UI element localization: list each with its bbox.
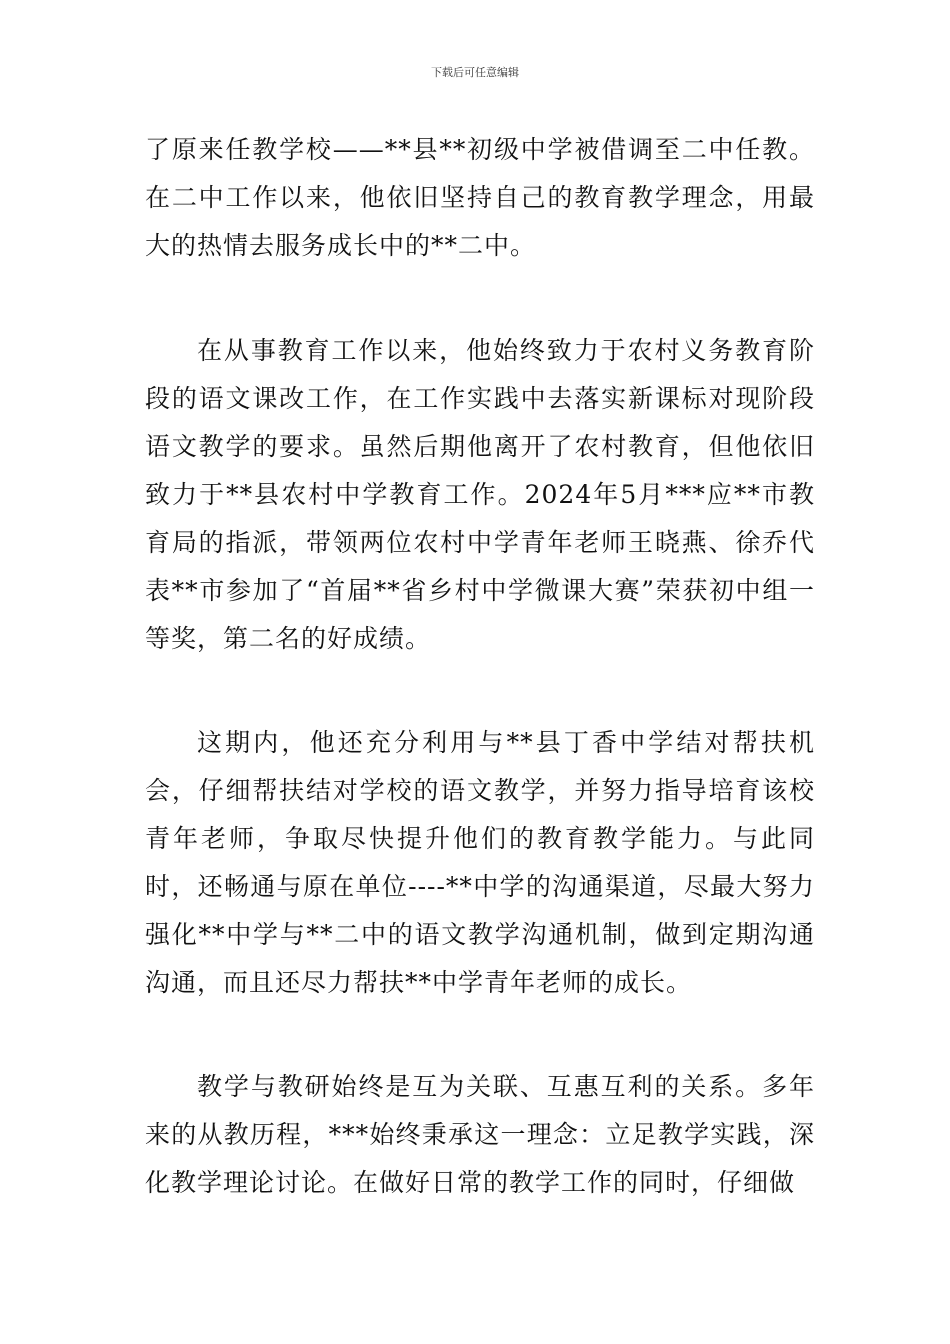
page-header: 下载后可任意编辑	[431, 66, 519, 79]
paragraph-4: 教学与教研始终是互为关联、互惠互利的关系。多年来的从教历程，***始终秉承这一理念：立足教学实践，深化教学理论讨论。在做好日常的教学工作的同时，仔细做	[145, 1072, 815, 1197]
document-body	[145, 126, 815, 1207]
paragraph-1: 了原来任教学校——**县**初级中学被借调至二中任教。在二中工作以来，他依旧坚持自己的教育教学理念，用最大的热情去服务成长中的**二中。	[145, 135, 815, 260]
paragraph-2: 在从事教育工作以来，他始终致力于农村义务教育阶段的语文课改工作，在工作实践中去落实新课标对现阶段语文教学的要求。虽然后期他离开了农村教育，但他依旧致力于**县农村中学教育工作。2024年5月***应**市教育局的指派，带领两位农村中学青年老师王晓燕、徐乔代表**市参加了“首届**省乡村中学微课大赛”荣获初中组一等奖，第二名的好成绩。	[145, 336, 815, 653]
paragraph-3: 这期内，他还充分利用与**县丁香中学结对帮扶机会，仔细帮扶结对学校的语文教学，并努力指导培育该校青年老师，争取尽快提升他们的教育教学能力。与此同时，还畅通与原在单位----**中学的沟通渠道，尽最大努力强化**中学与**二中的语文教学沟通机制，做到定期沟通沟通，而且还尽力帮扶**中学青年老师的成长。	[145, 728, 815, 997]
